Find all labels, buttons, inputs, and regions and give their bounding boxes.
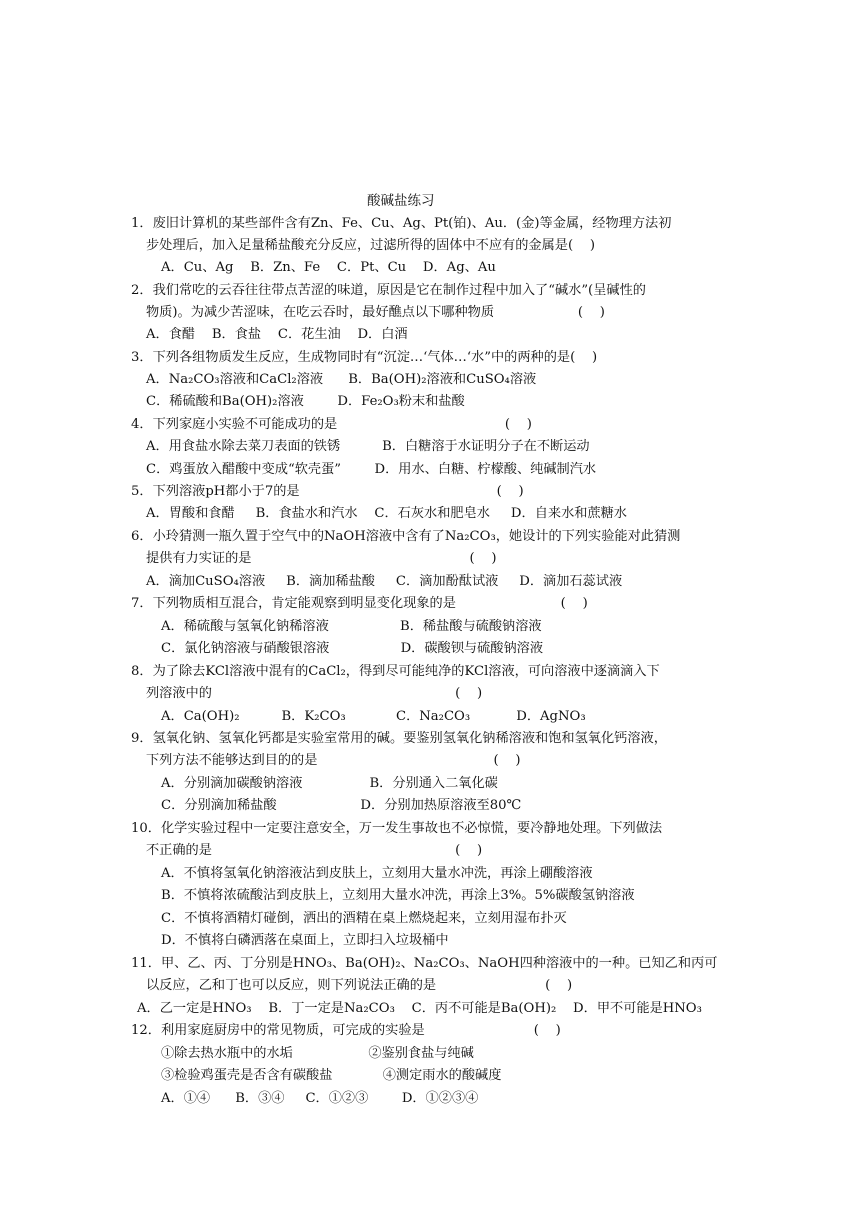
q10-line-2: 不正确的是 ( ) xyxy=(146,843,483,858)
q10-option-c: C．不慎将酒精灯碰倒，洒出的酒精在桌上燃烧起来，立刻用湿布扑灭 xyxy=(161,911,567,926)
q5-options: A．胃酸和食醋 B．食盐水和汽水 C．石灰水和肥皂水 D．自来水和蔗糖水 xyxy=(146,506,627,521)
q12-items-34: ③检验鸡蛋壳是否含有碳酸盐 ④测定雨水的酸碱度 xyxy=(161,1068,502,1083)
q12-options: A．①④ B．③④ C．①②③ D．①②③④ xyxy=(161,1091,479,1106)
q9-options-ab: A．分别滴加碳酸钠溶液 B．分别通入二氧化碳 xyxy=(161,776,498,791)
q3-options-cd: C．稀硫酸和Ba(OH)₂溶液 D．Fe₂O₃粉末和盐酸 xyxy=(146,394,465,409)
q11-options: A．乙一定是HNO₃ B．丁一定是Na₂CO₃ C．丙不可能是Ba(OH)₂ D．甲不可能是HNO₃ xyxy=(137,1001,702,1016)
page-title: 酸碱盐练习 xyxy=(367,193,435,209)
q6-line-1: 6．小玲猜测一瓶久置于空气中的NaOH溶液中含有了Na₂CO₃，她设计的下列实验能对此猜测 xyxy=(131,529,681,544)
q7-line-1: 7．下列物质相互混合，肯定能观察到明显变化现象的是 ( ) xyxy=(131,596,588,611)
q9-line-1: 9．氢氧化钠、氢氧化钙都是实验室常用的碱。要鉴别氢氧化钠稀溶液和饱和氢氧化钙溶液， xyxy=(131,731,667,746)
q7-options-cd: C．氯化钠溶液与硝酸银溶液 D．碳酸钡与硫酸钠溶液 xyxy=(161,641,544,656)
q1-options: A．Cu、Ag B．Zn、Fe C．Pt、Cu D．Ag、Au xyxy=(161,260,496,275)
q9-options-cd: C．分别滴加稀盐酸 D．分别加热原溶液至80℃ xyxy=(161,798,522,813)
q1-line-2: 步处理后，加入足量稀盐酸充分反应，过滤所得的固体中不应有的金属是( ) xyxy=(146,238,596,253)
q11-line-1: 11．甲、乙、丙、丁分别是HNO₃、Ba(OH)₂、Na₂CO₃、NaOH四种溶液中的一种。已知乙和丙可 xyxy=(131,956,718,971)
q8-line-1: 8．为了除去KCl溶液中混有的CaCl₂，得到尽可能纯净的KCl溶液，可向溶液中逐滴滴入下 xyxy=(131,664,660,679)
q3-line-1: 3．下列各组物质发生反应，生成物同时有“沉淀…‘气体…‘水”中的两种的是( ) xyxy=(131,350,598,365)
q5-line-1: 5．下列溶液pH都小于7的是 ( ) xyxy=(131,484,524,499)
q8-line-2: 列溶液中的 ( ) xyxy=(146,686,483,701)
q10-option-a: A．不慎将氢氧化钠溶液沾到皮肤上，立刻用大量水冲洗，再涂上硼酸溶液 xyxy=(161,866,593,881)
q2-options: A．食醋 B．食盐 C．花生油 D．白酒 xyxy=(146,327,408,342)
q10-line-1: 10．化学实验过程中一定要注意安全，万一发生事故也不必惊慌，要冷静地处理。下列做法 xyxy=(131,821,663,836)
q10-option-d: D．不慎将白磷洒落在桌面上，立即扫入垃圾桶中 xyxy=(161,933,449,948)
q8-options: A．Ca(OH)₂ B．K₂CO₃ C．Na₂CO₃ D．AgNO₃ xyxy=(161,709,586,724)
q10-option-b: B．不慎将浓硫酸沾到皮肤上，立刻用大量水冲洗，再涂上3%。5%碳酸氢钠溶液 xyxy=(161,888,635,903)
q6-options: A．滴加CuSO₄溶液 B．滴加稀盐酸 C．滴加酚酞试液 D．滴加石蕊试液 xyxy=(146,574,623,589)
q9-line-2: 下列方法不能够达到目的的是 ( ) xyxy=(146,753,521,768)
q3-options-ab: A．Na₂CO₃溶液和CaCl₂溶液 B．Ba(OH)₂溶液和CuSO₄溶液 xyxy=(146,372,537,387)
q11-line-2: 以反应，乙和丁也可以反应，则下列说法正确的是 ( ) xyxy=(146,978,573,993)
q6-line-2: 提供有力实证的是 ( ) xyxy=(146,551,497,566)
q4-line-1: 4．下列家庭小实验不可能成功的是 ( ) xyxy=(131,417,532,432)
q12-line-1: 12．利用家庭厨房中的常见物质，可完成的实验是 ( ) xyxy=(131,1023,561,1038)
q1-line-1: 1．废旧计算机的某些部件含有Zn、Fe、Cu、Ag、Pt(铂)、Au．(金)等金属，经物理方法初 xyxy=(131,216,672,231)
q4-options-ab: A．用食盐水除去菜刀表面的铁锈 B．白糖溶于水证明分子在不断运动 xyxy=(146,439,590,454)
q2-line-1: 2．我们常吃的云吞往往带点苦涩的味道，原因是它在制作过程中加入了“碱水”(呈碱性的 xyxy=(131,283,646,298)
q12-items-12: ①除去热水瓶中的水垢 ②鉴别食盐与纯碱 xyxy=(161,1046,474,1061)
q7-options-ab: A．稀硫酸与氢氧化钠稀溶液 B．稀盐酸与硫酸钠溶液 xyxy=(161,619,542,634)
q2-line-2: 物质)。为减少苦涩味，在吃云吞时，最好醮点以下哪种物质 ( ) xyxy=(146,305,605,320)
q4-options-cd: C．鸡蛋放入醋酸中变成“软壳蛋” D．用水、白糖、柠檬酸、纯碱制汽水 xyxy=(146,462,597,477)
